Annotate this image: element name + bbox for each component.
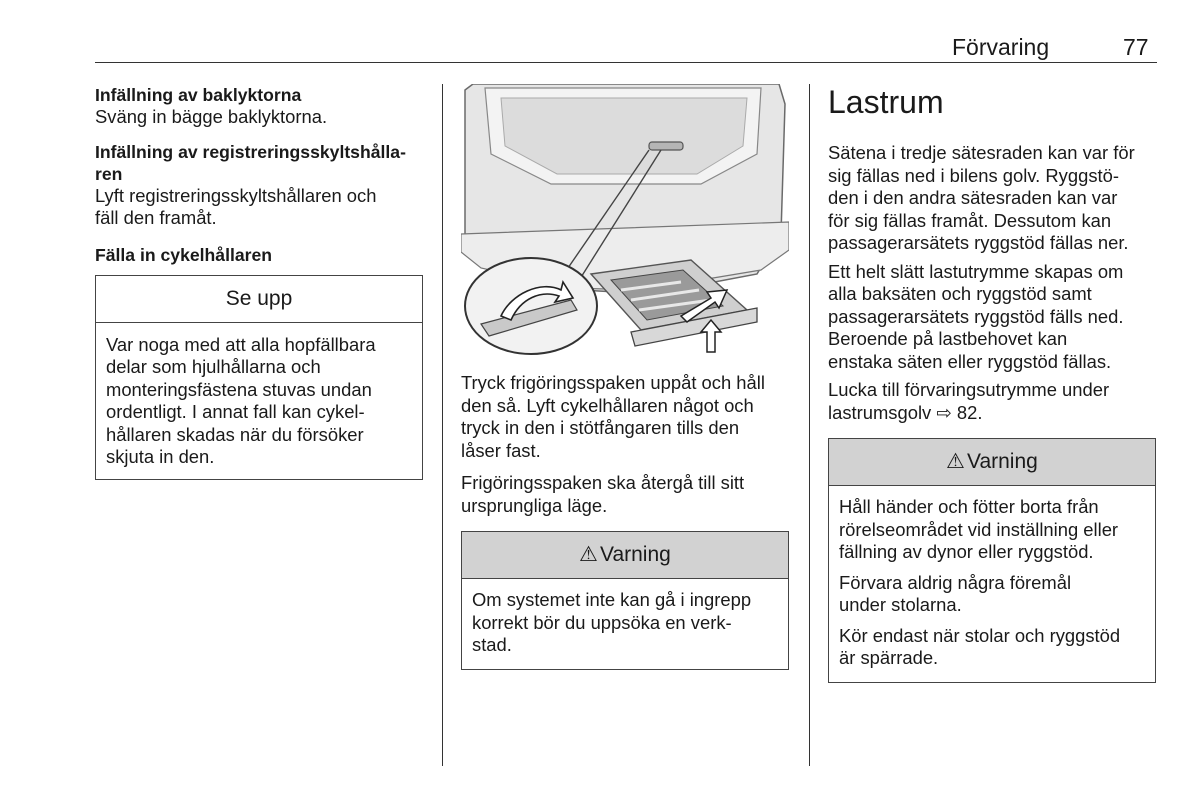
warning-line: under stolarna. <box>839 594 962 615</box>
text-line: för sig fällas framåt. Dessutom kan <box>828 209 1112 231</box>
instruction-paragraph-1 <box>461 372 791 462</box>
header-divider <box>95 62 1157 63</box>
heading-line: ren <box>95 163 123 184</box>
warning-line: Förvara aldrig några föremål <box>839 571 1072 593</box>
text-line: Beroende på lastbehovet kan <box>828 328 1068 349</box>
text-line: enstaka säten eller ryggstöd fällas. <box>828 350 1112 372</box>
warning-line: rörelseområdet vid inställning eller <box>839 518 1119 540</box>
warning-title-text: Varning <box>967 450 1038 473</box>
column-divider-2 <box>809 84 810 766</box>
warning-title <box>462 532 788 579</box>
caution-line: Var noga med att alla hopfällbara <box>106 333 376 355</box>
text-line: passagerarsätets ryggstöd fällas ner. <box>828 232 1129 253</box>
lastrum-paragraph-2 <box>828 261 1158 374</box>
page-reference-arrow-icon: ⇨ <box>936 401 952 423</box>
text-line: låser fast. <box>461 439 541 461</box>
column-middle <box>461 84 791 670</box>
warning-body <box>462 579 788 669</box>
warning-body <box>829 486 1155 682</box>
column-right <box>828 84 1158 683</box>
release-lever-marker <box>649 142 683 150</box>
text-plate-holder <box>95 185 425 230</box>
page-number: 77 <box>1123 34 1149 60</box>
caution-title: Se upp <box>96 276 422 323</box>
text-line: den så. Lyft cykelhållaren något och <box>461 394 754 416</box>
section-heading-lastrum: Lastrum <box>828 84 944 120</box>
caution-body <box>96 323 422 479</box>
lastrum-paragraph-3 <box>828 379 1158 424</box>
text-line: ursprungliga läge. <box>461 494 608 516</box>
text-line: fäll den framåt. <box>95 207 217 228</box>
caution-line: delar som hjulhållarna och <box>106 356 321 377</box>
text-line: tryck in den i stötfångaren tills den <box>461 417 740 438</box>
text-line: sig fällas ned i bilens golv. Ryggstö- <box>828 164 1119 186</box>
warning-title <box>829 439 1155 486</box>
warning-line: är spärrade. <box>839 647 939 668</box>
text-line: Frigöringsspaken ska återgå till sitt <box>461 472 745 493</box>
warning-box-middle <box>461 531 789 670</box>
warning-triangle-icon: ⚠ <box>946 450 965 473</box>
text-line: Sätena i tredje sätesraden kan var för <box>828 142 1135 163</box>
text-line: Lyft registreringsskyltshållaren och <box>95 184 377 206</box>
heading-rear-lights: Infällning av baklyktorna <box>95 85 302 105</box>
text-line: Ett helt slätt lastutrymme skapas om <box>828 260 1124 282</box>
cargo-interior <box>501 98 747 174</box>
text-line: Tryck frigöringsspaken uppåt och håll <box>461 372 765 393</box>
warning-line: Om systemet inte kan gå i ingrepp <box>472 589 752 610</box>
caution-line: skjuta in den. <box>106 446 215 467</box>
page-section-title: Förvaring <box>952 34 1050 60</box>
caution-line: monteringsfästena stuvas undan <box>106 378 372 400</box>
warning-line: stad. <box>472 634 512 655</box>
text-line: passagerarsätets ryggstöd fälls ned. <box>828 305 1124 327</box>
text-line: lastrumsgolv <box>828 401 932 423</box>
caution-line: hållaren skadas när du försöker <box>106 423 364 445</box>
warning-line: korrekt bör du uppsöka en verk- <box>472 611 732 633</box>
heading-line: Infällning av registreringsskyltshålla- <box>95 141 406 162</box>
warning-line: fällning av dynor eller ryggstöd. <box>839 541 1094 562</box>
page-reference-link[interactable]: 82. <box>956 401 983 423</box>
caution-box <box>95 275 423 480</box>
text-line: den i den andra sätesraden kan var <box>828 187 1118 208</box>
heading-fold-bike-carrier: Fälla in cykelhållaren <box>95 244 273 265</box>
warning-paragraph <box>839 572 1145 617</box>
instruction-paragraph-2 <box>461 472 791 517</box>
column-divider-1 <box>442 84 443 766</box>
warning-line: Kör endast när stolar och ryggstöd <box>839 624 1121 646</box>
warning-title-text: Varning <box>600 543 671 566</box>
heading-plate-holder <box>95 141 425 185</box>
column-left <box>95 84 425 480</box>
text-line: alla baksäten och ryggstöd samt <box>828 283 1092 304</box>
warning-triangle-icon: ⚠ <box>579 543 598 566</box>
warning-paragraph <box>839 496 1145 564</box>
lastrum-paragraph-1 <box>828 142 1158 255</box>
warning-line: Håll händer och fötter borta från <box>839 496 1099 517</box>
bike-carrier-illustration <box>461 84 789 360</box>
caution-line: ordentligt. I annat fall kan cykel- <box>106 401 365 422</box>
warning-box-right <box>828 438 1156 683</box>
detail-callout-circle <box>465 258 597 354</box>
text-line: Lucka till förvaringsutrymme under <box>828 379 1110 400</box>
warning-paragraph <box>839 625 1145 670</box>
text-rear-lights: Sväng in bägge baklyktorna. <box>95 106 328 127</box>
